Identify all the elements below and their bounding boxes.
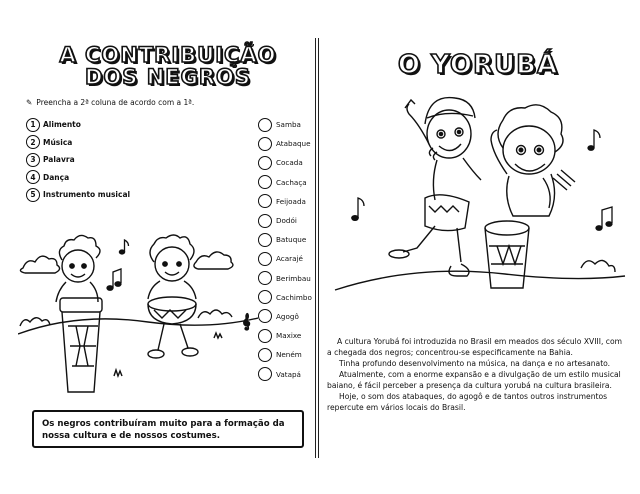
answer-row — [258, 326, 312, 345]
answer-word: Samba — [276, 120, 301, 130]
caption-box: Os negros contribuíram muito para a formação da nossa cultura e de nossos costumes. — [32, 410, 304, 448]
right-reading-page — [318, 38, 637, 458]
second-column-list — [258, 115, 312, 384]
answer-circle[interactable] — [258, 137, 272, 151]
item-label: Música — [43, 137, 73, 147]
answer-row — [258, 192, 312, 211]
answer-circle[interactable] — [258, 271, 272, 285]
answer-word: Vatapá — [276, 369, 301, 379]
first-column-list — [26, 116, 130, 204]
item-label: Palavra — [43, 155, 75, 165]
answer-row — [258, 230, 312, 249]
answer-circle[interactable] — [258, 367, 272, 381]
paragraph: Tinha profundo desenvolvimento na música, na dança e no artesanato. — [339, 359, 611, 368]
answer-circle[interactable] — [258, 309, 272, 323]
answer-word: Batuque — [276, 235, 307, 245]
answer-row — [258, 153, 312, 172]
answer-circle[interactable] — [258, 233, 272, 247]
list-item — [26, 134, 130, 152]
answer-row — [258, 288, 312, 307]
item-label: Alimento — [43, 120, 81, 130]
reading-text — [327, 336, 627, 413]
answer-circle[interactable] — [258, 194, 272, 208]
answer-circle[interactable] — [258, 290, 272, 304]
pencil-icon: ✎ — [26, 98, 33, 107]
answer-word: Cachaça — [276, 177, 307, 187]
list-item — [26, 186, 130, 204]
answer-circle[interactable] — [258, 329, 272, 343]
answer-word: Acarajé — [276, 254, 303, 264]
item-label: Instrumento musical — [43, 190, 131, 200]
instruction-text: Preencha a 2ª coluna de acordo com a 1ª. — [36, 98, 195, 107]
answer-circle[interactable] — [258, 348, 272, 362]
answer-row — [258, 134, 312, 153]
answer-word: Agogô — [276, 311, 299, 321]
answer-row — [258, 307, 312, 326]
answer-row — [258, 115, 312, 134]
left-page-title — [58, 44, 278, 88]
answer-circle[interactable] — [258, 118, 272, 132]
answer-word: Berimbau — [276, 273, 311, 283]
answer-row — [258, 345, 312, 364]
answer-word: Neném — [276, 350, 302, 360]
svg-text:𝄞: 𝄞 — [242, 314, 251, 330]
answer-word: Dodói — [276, 216, 297, 226]
instruction — [26, 98, 194, 107]
drumming-kids-illustration — [18, 226, 258, 406]
item-number: 2 — [26, 135, 40, 149]
title-line-2: DOS NEGROS — [84, 65, 252, 89]
answer-word: Maxixe — [276, 331, 302, 341]
right-page-title: O YORUBÁ — [397, 50, 559, 80]
item-number: 4 — [26, 170, 40, 184]
answer-row — [258, 211, 312, 230]
paragraph: Atualmente, com a enorme expansão e a divulgação de um estilo musical baiano, é fácil perceber a presença da cultura yorubá na cultura brasileira. — [327, 370, 621, 390]
title-line-1: A CONTRIBUIÇÃO — [59, 43, 277, 67]
answer-word: Atabaque — [276, 139, 311, 149]
item-label: Dança — [43, 172, 70, 182]
item-number: 5 — [26, 188, 40, 202]
answer-circle[interactable] — [258, 252, 272, 266]
item-number: 1 — [26, 118, 40, 132]
answer-row — [258, 269, 312, 288]
list-item — [26, 151, 130, 169]
answer-circle[interactable] — [258, 175, 272, 189]
answer-row — [258, 364, 312, 383]
answer-word: Feijoada — [276, 196, 306, 206]
answer-word: Cocada — [276, 158, 303, 168]
answer-row — [258, 249, 312, 268]
paragraph: A cultura Yorubá foi introduzida no Brasil em meados dos século XVIII, com a chegada dos negros; concentrou-se especificamente na Bahia. — [327, 337, 623, 357]
left-worksheet-page — [18, 38, 316, 458]
paragraph: Hoje, o som dos atabaques, do agogô e de tantos outros instrumentos repercute em vários locais do Brasil. — [327, 392, 608, 412]
answer-word: Cachimbo — [276, 292, 312, 302]
answer-circle[interactable] — [258, 214, 272, 228]
yoruba-dancers-illustration — [329, 78, 629, 328]
list-item — [26, 116, 130, 134]
item-number: 3 — [26, 153, 40, 167]
answer-row — [258, 173, 312, 192]
answer-circle[interactable] — [258, 156, 272, 170]
list-item — [26, 169, 130, 187]
